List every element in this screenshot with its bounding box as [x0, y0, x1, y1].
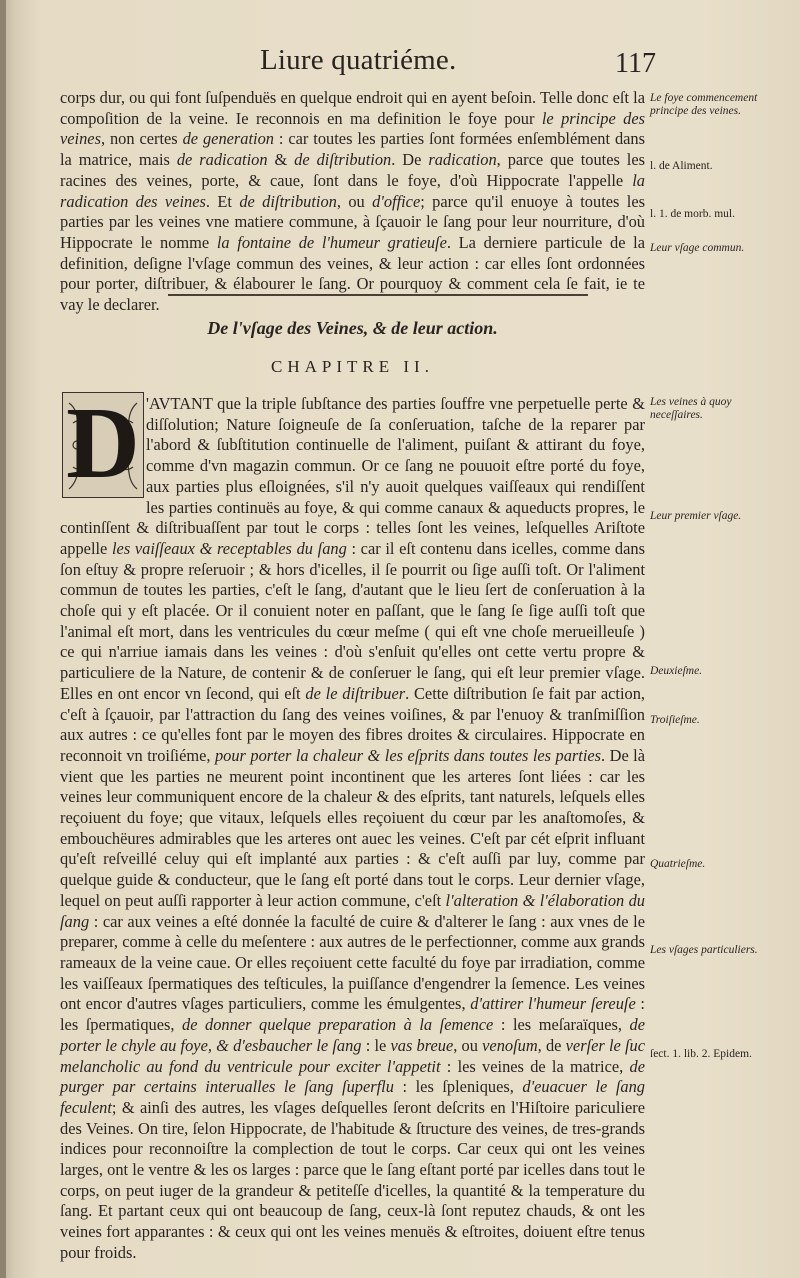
text-run: : car il eſt contenu dans icelles, comme dans ſon eſtuy & propre reſeruoir ; & hors d'icelles, il ſe pourrit ou ſige auſſi toſt. Or l'aliment commun de toutes les parties, c'eſt le ſang, d'autant que le lieu ſert de conſeruation à la choſe qui y eſt placée. Or il conuient noter en paſſant, que le ſang ſe ſige auſſi toſt que l'animal eſt mort, dans les ventricules du cœur meſme ( qui eſt vne choſe merueilleuſe ) ce qui n'arriue iamais dans les veines : d'où s'enſuit qu'elles ont cette vertu propre & particuliere de la Nature, de contenir & de conſeruer le ſang, qui eſt leur premier vſage. Elles en ont encor vn ſecond, qui eſt — [60, 538, 645, 703]
text-run: : le — [361, 1035, 391, 1055]
page-header — [60, 44, 660, 88]
text-run: . Et — [205, 191, 240, 211]
section-title: De l'vſage des Veines, & de leur action. — [207, 318, 498, 338]
text-run: . De — [391, 150, 429, 170]
italic-phrase: venoſum — [482, 1035, 538, 1055]
running-head: Liure quatriéme. — [260, 44, 457, 76]
italic-phrase: de le diſtribuer — [305, 683, 406, 703]
text-run: , ou — [336, 191, 373, 211]
margin-note: Leur vſage commun. — [650, 242, 745, 254]
margin-note: Leur premier vſage. — [650, 510, 742, 522]
text-run: corps dur, ou qui font ſuſpenduës en quelque endroit qui en ayent beſoin. Telle donc eſt la compoſition de la veine. Ie reconnois en ma definition le foye pour — [60, 88, 645, 128]
margin-note: l. de Aliment. — [650, 160, 713, 172]
italic-phrase: la radication des veines — [60, 170, 645, 211]
text-run: ; parce qu'il enuoye à toutes les parties par les veines vne matiere commune, à ſçauoir le ſang pour leur nourriture, d'où Hippocrate le nomme — [60, 191, 646, 252]
text-run: . Cette diſtribution ſe fait par action, c'eſt à ſçauoir, par l'attraction du ſang des veines voiſines, & par l'enuoy & tranſmiſſion aux autres : ce qu'elles font par le moyen des fibres droites & circulaires. Hippocrate en reconnoit vn troiſiéme, — [60, 683, 646, 765]
italic-phrase: la fontaine de l'humeur gratieuſe — [216, 232, 447, 252]
margin-note: l. 1. de morb. mul. — [650, 208, 735, 220]
italic-phrase: les vaiſſeaux & receptables du ſang — [111, 538, 347, 558]
paragraph-1 — [60, 88, 645, 316]
italic-phrase: de donner quelque preparation à la ſemence — [182, 1015, 494, 1035]
italic-phrase: verſer le ſuc melancholic au fond du ventricule pour exciter l'appetit — [60, 1035, 646, 1076]
paragraph-2 — [60, 394, 645, 1264]
text-run: : car aux veines a eſté donnée la faculté de cuire & d'alterer le ſang : aux vnes de le preparer, comme à celle du meſentere : aux autres de le perfectionner, comme aux grands rameaux de la veine caue. Or elles reçoiuent cette faculté du foye par irradiation, comme les vaiſſeaux ſpermatiques des teſticules, la puiſſance d'engendrer la ſemence. Les veines ont encor d'autres vſages particuliers, comme les émulgentes, — [60, 911, 645, 1014]
italic-phrase: de porter le chyle au foye, & d'esbaucher le ſang — [60, 1015, 645, 1055]
text-run: ; & ainſi des autres, les vſages deſquelles ſeront deſcrits en l'Hiſtoire pariculiere des Veines. On tire, ſelon Hippocrate, de l'habitude & ſtructure des veines, de tres-grands indices pour reconnoiſtre la complection de tout le corps. Car ceux qui ont les veines larges, ont le ventre & les os larges : parce que le ſang eſtant porté par icelles dans tout le corps, on peut iuger de la grandeur & petiteſſe d'icelles, la quantité & la temperature du ſang. Et partant ceux qui ont beaucoup de ſang, ceux-là ſont reputez chauds, & ont les veines fort apparantes : & ceux qui ont les veines menuës & eſtroites, doiuent eſtre tenus pour froids. — [60, 1097, 645, 1262]
margin-note: Troiſieſme. — [650, 714, 700, 726]
text-run: & — [267, 150, 295, 170]
italic-phrase: pour porter la chaleur & les eſprits dans toutes les parties — [214, 745, 602, 765]
italic-phrase: de purger par certains interualles le ſang ſuperflu — [60, 1056, 645, 1097]
text-run: , parce que toutes les racines des veines, porte, & caue, ſont dans le foye, d'où Hippocrate l'appelle — [60, 150, 645, 190]
text-run: , de — [537, 1035, 566, 1055]
text-run: : car toutes les parties ſont formées enſemblément dans la matrice, mais — [60, 129, 645, 170]
initial-letter: D — [66, 387, 140, 500]
paragraph-2-text — [60, 394, 645, 1262]
text-run: : les ſpleniques, — [393, 1077, 523, 1097]
italic-phrase: radication — [428, 150, 497, 170]
text-run: : les meſaraïques, — [493, 1015, 630, 1035]
margin-note: Le foye commencement principe des veines. — [650, 92, 758, 117]
text-run: 'AVTANT que la triple ſubſtance des parties ſouffre vne perpetuelle perte & diſſolution; Nature ſoigneuſe de ſa conſeruation, taſche de la reparer par l'abord & ſubſtitution continuelle de l'aliment, puiſant & attirant du foye, comme d'vn magazin commun. Or ce ſang ne pouuoit eſtre porté du foye, aux parties plus eſloignées, s'il n'y auoit quelques vaiſſeaux qui rendiſſent les parties continuës au foye, & qui comme canaux & aqueducts propres, le continſſent & diſtribuaſſent par tout le corps : telles ſont les veines, leſquelles Ariſtote appelle — [60, 394, 645, 558]
italic-phrase: de generation — [182, 129, 274, 149]
margin-note: ſect. 1. lib. 2. Epidem. — [650, 1048, 752, 1060]
italic-phrase: d'attirer l'humeur ſereuſe — [470, 994, 636, 1014]
text-run: , non certes — [100, 129, 183, 149]
text-run: : les veines de la matrice, — [440, 1056, 630, 1076]
margin-note: Quatrieſme. — [650, 858, 706, 870]
italic-phrase: d'office — [372, 191, 421, 211]
italic-phrase: d'euacuer le ſang feculent — [60, 1077, 646, 1117]
text-run: : les ſpermatiques, — [60, 994, 645, 1035]
italic-phrase: vas breue — [390, 1035, 454, 1055]
italic-phrase: de diſtribution — [239, 191, 337, 211]
margin-note: Les veines à quoy neceſſaires. — [650, 396, 732, 421]
ornamental-initial — [62, 387, 144, 500]
section-divider — [168, 294, 588, 296]
page-number: 117 — [615, 48, 656, 79]
italic-phrase: de radication — [176, 150, 268, 170]
italic-phrase: l'alteration & l'élaboration du ſang — [60, 890, 645, 931]
page-gutter — [0, 0, 6, 1278]
text-run: . La derniere particule de la definition, deſigne l'vſage commun des veines, & leur action : car elles ſont ordonnées pour porter, diſtribuer, & élabourer le ſang. Or pourquoy & comment cela ſe fait, ie te vay le declarer. — [60, 232, 646, 315]
italic-phrase: le principe des veines — [60, 108, 645, 149]
text-run: , ou — [453, 1035, 483, 1055]
margin-note: Deuxieſme. — [650, 665, 703, 677]
text-run: . De là vient que les parties ne meurent point incontinent que les arteres ſont liées : car les veines leur communiquent encore de la chaleur & des eſprits, tant naturels, leſquels elles reçoiuent du foye; que vitaux, leſquels elles reçoiuent du cœur par les anaſtomoſes, & embouchëures admirables que les arteres ont auec les veines. C'eſt par cét eſprit influant qu'eſt reſveillé celuy qui eſt implanté aux parties : & c'eſt auſſi par luy, comme par quelque guide & conducteur, que le ſang eſt porté dans tout le corps. Leur dernier vſage, lequel on peut auſſi rapporter à leur action commune, c'eſt — [60, 745, 646, 910]
margin-note: Les vſages particuliers. — [650, 944, 758, 956]
italic-phrase: de diſtribution — [294, 150, 392, 170]
chapter-heading: CHAPITRE II. — [271, 357, 434, 376]
